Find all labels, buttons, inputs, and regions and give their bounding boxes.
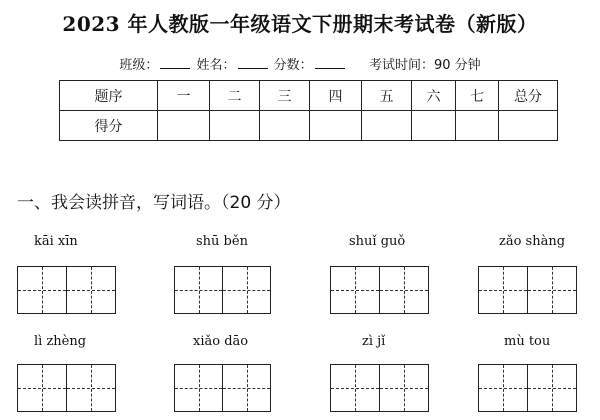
name-label: 姓名：: [196, 58, 236, 73]
writing-grid[interactable]: [174, 364, 271, 412]
grid-cell[interactable]: [479, 267, 527, 313]
header-cell: 一: [158, 81, 210, 111]
grid-cell[interactable]: [527, 365, 576, 411]
header-cell: 六: [412, 81, 456, 111]
pinyin-label: zǎo shàng: [499, 234, 566, 249]
score-cell[interactable]: [210, 111, 260, 141]
pinyin-label: zì jǐ: [362, 334, 386, 349]
class-blank[interactable]: [160, 56, 190, 69]
pinyin-label: shū běn: [196, 234, 248, 249]
writing-grid[interactable]: [17, 266, 116, 314]
grid-cell[interactable]: [175, 365, 222, 411]
header-cell: 三: [260, 81, 310, 111]
grid-cell[interactable]: [527, 267, 576, 313]
score-cell[interactable]: [456, 111, 499, 141]
pinyin-label: lì zhèng: [34, 334, 87, 349]
score-table-score-row: [60, 111, 558, 141]
header-cell: 七: [456, 81, 499, 111]
score-cell[interactable]: [158, 111, 210, 141]
grid-cell[interactable]: [331, 365, 379, 411]
header-cell: 题序: [60, 81, 158, 111]
grid-cell[interactable]: [222, 365, 270, 411]
pinyin-label: mù tou: [504, 334, 551, 349]
score-cell[interactable]: [310, 111, 362, 141]
header-cell: 总分: [499, 81, 558, 111]
header-cell: 二: [210, 81, 260, 111]
pinyin-label: shuǐ guǒ: [349, 234, 406, 249]
header-cell: 四: [310, 81, 362, 111]
score-cell[interactable]: [260, 111, 310, 141]
grid-cell[interactable]: [66, 267, 115, 313]
score-row-label: 得分: [60, 111, 158, 141]
writing-grid[interactable]: [330, 266, 429, 314]
grid-cell[interactable]: [379, 267, 428, 313]
pinyin-label: xiǎo dāo: [193, 334, 249, 349]
class-label: 班级：: [119, 58, 159, 73]
grid-cell[interactable]: [479, 365, 527, 411]
name-blank[interactable]: [238, 56, 268, 69]
grid-cell[interactable]: [18, 267, 66, 313]
student-info-line: [0, 54, 600, 73]
grid-cell[interactable]: [379, 365, 428, 411]
writing-grid[interactable]: [478, 364, 577, 412]
grid-cell[interactable]: [66, 365, 115, 411]
pinyin-label: kāi xīn: [34, 234, 78, 249]
score-cell[interactable]: [362, 111, 412, 141]
score-table: [59, 80, 558, 141]
score-label: 分数：: [273, 58, 313, 73]
score-table-header-row: [60, 81, 558, 111]
page-title: 2023 年人教版一年级语文下册期末考试卷（新版）: [62, 12, 538, 36]
section-1-title: 一、我会读拼音，写词语。（20 分）: [17, 193, 291, 213]
writing-grid[interactable]: [174, 266, 271, 314]
grid-cell[interactable]: [175, 267, 222, 313]
writing-grid[interactable]: [330, 364, 429, 412]
exam-time: 考试时间：90 分钟: [368, 58, 481, 73]
grid-cell[interactable]: [331, 267, 379, 313]
score-cell[interactable]: [499, 111, 558, 141]
writing-grid[interactable]: [478, 266, 577, 314]
header-cell: 五: [362, 81, 412, 111]
grid-cell[interactable]: [222, 267, 270, 313]
score-cell[interactable]: [412, 111, 456, 141]
grid-cell[interactable]: [18, 365, 66, 411]
writing-grid[interactable]: [17, 364, 116, 412]
score-blank[interactable]: [315, 56, 345, 69]
